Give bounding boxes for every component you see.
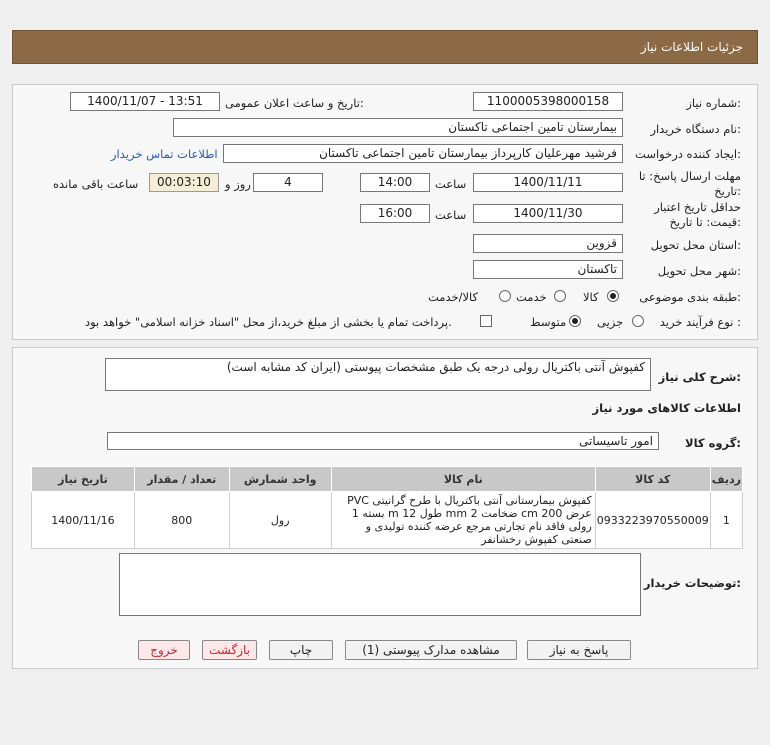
cell-date: 1400/11/16 — [32, 492, 135, 549]
announce-label: تاریخ و ساعت اعلان عمومی: — [225, 96, 364, 110]
city-field: تاکستان — [473, 260, 623, 279]
group-field: امور تاسیساتی — [107, 432, 659, 450]
page-header — [12, 30, 758, 64]
buyer-notes-field — [119, 553, 641, 616]
goods-info-title: اطلاعات کالاهای مورد نیاز — [592, 401, 741, 415]
validity-date-field: 1400/11/30 — [473, 204, 623, 223]
validity-time-field: 16:00 — [360, 204, 430, 223]
exit-button[interactable]: خروج — [138, 640, 190, 660]
deadline-label-1: مهلت ارسال پاسخ: تا — [638, 169, 741, 183]
city-label: شهر محل تحویل: — [657, 264, 741, 278]
remaining-time-field: 00:03:10 — [149, 173, 219, 192]
cell-qty: 800 — [134, 492, 229, 549]
buyer-org-field: بیمارستان تامین اجتماعی تاکستان — [173, 118, 623, 137]
deadline-time-field: 14:00 — [360, 173, 430, 192]
treasury-payment-checkbox[interactable] — [480, 315, 492, 327]
view-documents-button[interactable]: مشاهده مدارک پیوستی (1) — [345, 640, 517, 660]
summary-label: شرح کلی نیاز: — [658, 370, 741, 384]
announce-field: 1400/11/07 - 13:51 — [70, 92, 220, 111]
requester-label: ایجاد کننده درخواست: — [635, 147, 741, 161]
validity-label-2: قیمت: تا تاریخ: — [669, 215, 741, 229]
group-label: گروه کالا: — [685, 436, 741, 450]
buyer-org-label: نام دستگاه خریدار: — [650, 122, 741, 136]
col-code: کد کالا — [595, 467, 710, 492]
category-radio-service[interactable] — [554, 290, 566, 302]
category-option-both: کالا/خدمت — [428, 290, 479, 304]
back-button[interactable]: بازگشت — [202, 640, 257, 660]
process-radio-minor[interactable] — [632, 315, 644, 327]
category-option-service: خدمت — [516, 290, 547, 304]
need-number-field: 1100005398000158 — [473, 92, 623, 111]
need-info-panel — [12, 84, 758, 340]
deadline-date-field: 1400/11/11 — [473, 173, 623, 192]
requester-field: فرشید مهرعلیان کارپرداز بیمارستان تامین اجتماعی تاکستان — [223, 144, 623, 163]
remaining-label: ساعت باقی مانده — [53, 177, 139, 191]
process-radio-medium[interactable] — [569, 315, 581, 327]
cell-name: کفپوش بیمارستانی آنتی باکتریال با طرح گرانیتی PVC عرض 200 cm ضخامت 2 mm طول 12 m بسته 1 رولی فاقد نام تجارتی مرجع عرضه کننده تولیدی و صنعتی کفپوش رخشانفر — [331, 492, 595, 549]
days-label: روز و — [225, 177, 251, 191]
process-option-minor: جزیی — [597, 315, 624, 329]
cell-row: 1 — [710, 492, 742, 549]
category-label: طبقه بندی موضوعی: — [639, 290, 741, 304]
table-row — [32, 492, 743, 549]
need-details-panel — [12, 347, 758, 669]
summary-field: کفپوش آنتی باکتریال رولی درجه یک طبق مشخصات پیوستی (ایران کد مشابه است) — [105, 358, 651, 391]
cell-code: 0933223970550009 — [595, 492, 710, 549]
col-row: ردیف — [710, 467, 742, 492]
cell-unit: رول — [229, 492, 331, 549]
treasury-payment-note: پرداخت تمام یا بخشی از مبلغ خرید،از محل "اسناد خزانه اسلامی" خواهد بود. — [85, 315, 452, 329]
goods-table — [31, 466, 743, 549]
days-field: 4 — [253, 173, 323, 192]
deadline-time-label: ساعت — [435, 177, 467, 191]
category-option-goods: کالا — [583, 290, 599, 304]
province-label: استان محل تحویل: — [650, 238, 741, 252]
category-radio-both[interactable] — [499, 290, 511, 302]
process-label: نوع فرآیند خرید : — [659, 315, 741, 329]
buyer-contact-link[interactable]: اطلاعات تماس خریدار — [111, 147, 218, 161]
validity-label-1: حداقل تاریخ اعتبار — [654, 200, 741, 214]
deadline-label-2: تاریخ: — [714, 184, 741, 198]
col-date: تاریخ نیاز — [32, 467, 135, 492]
reply-button[interactable]: پاسخ به نیاز — [527, 640, 631, 660]
process-option-medium: متوسط — [530, 315, 567, 329]
col-unit: واحد شمارش — [229, 467, 331, 492]
validity-time-label: ساعت — [435, 208, 467, 222]
category-radio-goods[interactable] — [607, 290, 619, 302]
need-number-label: شماره نیاز: — [686, 96, 741, 110]
province-field: قزوین — [473, 234, 623, 253]
page-title: جزئیات اطلاعات نیاز — [640, 40, 743, 54]
buyer-notes-label: توضیحات خریدار: — [643, 576, 741, 590]
col-qty: تعداد / مقدار — [134, 467, 229, 492]
col-name: نام کالا — [331, 467, 595, 492]
print-button[interactable]: چاپ — [269, 640, 333, 660]
